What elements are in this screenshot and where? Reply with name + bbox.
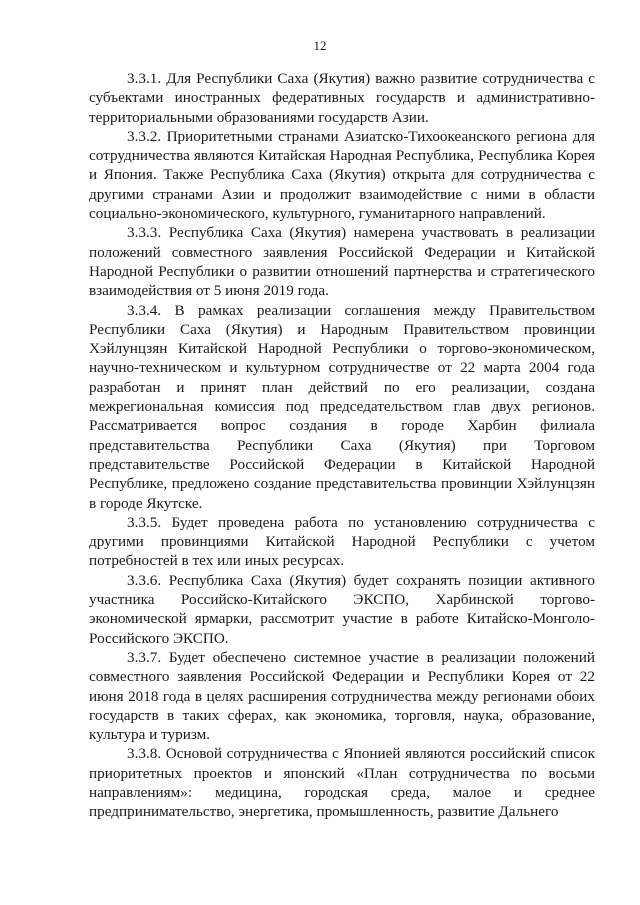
paragraph-3-3-8: 3.3.8. Основой сотрудничества с Японией являются российский список приоритетных проектов и японский «План сотрудничества по восьми направлениям»: медицина, городская среда, малое и среднее предпринимательство, энергетика, промышленность, развитие Дальнего [89,745,595,821]
paragraph-3-3-7: 3.3.7. Будет обеспечено системное участие в реализации положений совместного заявления Российской Федерации и Республики Корея от 22 июня 2018 года в целях расширения сотрудничества между регионами обоих государств в таких сферах, как экономика, торговля, наука, образование, культура и туризм. [89,648,595,744]
paragraph-3-3-2: 3.3.2. Приоритетными странами Азиатско-Тихоокеанского региона для сотрудничества являются Китайская Народная Республика, Республика Корея и Япония. Также Республика Саха (Якутия) открыта для сотрудничества с другими странами Азии и продолжит взаимодействие с ними в области социально-экономического, культурного, гуманитарного направлений. [89,127,595,223]
paragraph-3-3-6: 3.3.6. Республика Саха (Якутия) будет сохранять позиции активного участника Российско-Китайского ЭКСПО, Харбинской торгово-экономической ярмарки, рассмотрит участие в работе Китайско-Монголо-Российского ЭКСПО. [89,571,595,647]
paragraph-3-3-5: 3.3.5. Будет проведена работа по установлению сотрудничества с другими провинциями Китайской Народной Республики с учетом потребностей в тех или иных ресурсах. [89,513,595,570]
page-number: 12 [313,38,327,53]
paragraph-3-3-1: 3.3.1. Для Республики Саха (Якутия) важно развитие сотрудничества с субъектами иностранных федеративных государств и административно-территориальными образованиями государств Азии. [89,70,595,126]
document-body [89,69,595,822]
paragraph-3-3-4: 3.3.4. В рамках реализации соглашения между Правительством Республики Саха (Якутия) и Народным Правительством провинции Хэйлунцзян Китайской Народной Республики о торгово-экономическом, научно-техническом и культурном сотрудничестве от 22 марта 2004 года разработан и принят план действий по его реализации, создана межрегиональная комиссия под председательством глав двух регионов. Рассматривается вопрос создания в городе Харбин филиала представительства Республики Саха (Якутия) при Торговом представительстве Российской Федерации в Китайской Народной Республике, предложено создание представительства провинции Хэйлунцзян в городе Якутске. [89,301,595,512]
paragraph-3-3-3: 3.3.3. Республика Саха (Якутия) намерена участвовать в реализации положений совместного заявления Российской Федерации и Китайской Народной Республики о развитии отношений партнерства и стратегического взаимодействия от 5 июня 2019 года. [89,224,595,300]
